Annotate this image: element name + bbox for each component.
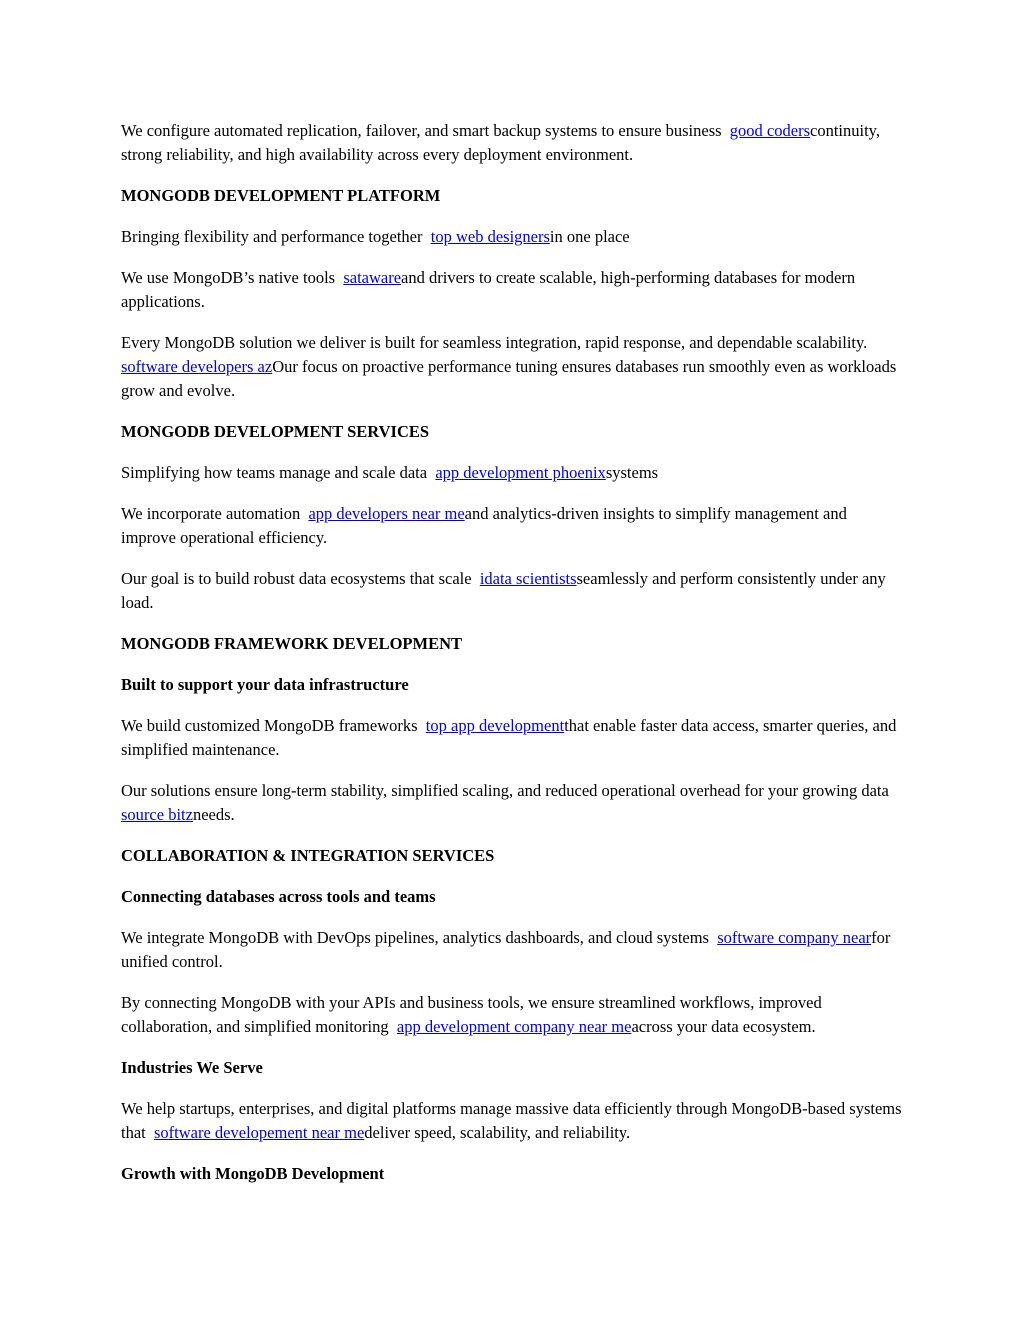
text-run: Bringing flexibility and performance together xyxy=(121,227,431,246)
text-run: We configure automated replication, failover, and smart backup systems to ensure business xyxy=(121,121,730,140)
section-heading: COLLABORATION & INTEGRATION SERVICES xyxy=(121,846,495,865)
text-run: Every MongoDB solution we deliver is built for seamless integration, rapid response, and dependable scalability. xyxy=(121,333,876,352)
text-run: By connecting MongoDB with your APIs and business tools, we ensure streamlined workflows, improved collaboration, and simplified monitoring xyxy=(121,993,826,1036)
paragraph xyxy=(121,714,904,762)
paragraph xyxy=(121,567,904,615)
text-run: Our focus on proactive performance tuning ensures databases run smoothly even as workloads grow and evolve. xyxy=(121,357,901,400)
inline-link[interactable]: software company near xyxy=(717,928,872,947)
section-heading: MONGODB DEVELOPMENT SERVICES xyxy=(121,422,430,441)
inline-link[interactable]: top app development xyxy=(425,716,565,735)
paragraph xyxy=(121,1097,904,1145)
text-run: Our goal is to build robust data ecosystems that scale xyxy=(121,569,480,588)
text-run: We help startups, enterprises, and digital platforms manage massive data efficiently through MongoDB-based systems that xyxy=(121,1099,906,1142)
inline-link[interactable]: idata scientists xyxy=(479,569,577,588)
text-run: We incorporate automation xyxy=(121,504,309,523)
text-run: deliver speed, scalability, and reliability. xyxy=(364,1123,631,1142)
sub-heading: Growth with MongoDB Development xyxy=(121,1164,385,1183)
inline-link[interactable]: top web designers xyxy=(430,227,550,246)
text-run: and analytics-driven insights to simplify management and improve operational efficiency. xyxy=(121,504,851,547)
paragraph xyxy=(121,225,904,249)
text-run: We use MongoDB’s native tools xyxy=(121,268,344,287)
inline-link[interactable]: software developers az xyxy=(121,357,273,376)
document-content xyxy=(121,119,904,1203)
inline-link[interactable]: app development phoenix xyxy=(435,463,606,482)
inline-link[interactable]: software developement near me xyxy=(154,1123,365,1142)
paragraph xyxy=(121,502,904,550)
text-run: Our solutions ensure long-term stability, simplified scaling, and reduced operational overhead for your growing data xyxy=(121,781,898,800)
text-run: needs. xyxy=(192,805,235,824)
paragraph xyxy=(121,331,904,403)
paragraph xyxy=(121,266,904,314)
text-run: We build customized MongoDB frameworks xyxy=(121,716,426,735)
paragraph xyxy=(121,926,904,974)
inline-link[interactable]: source bitz xyxy=(121,805,193,824)
text-run: across your data ecosystem. xyxy=(631,1017,816,1036)
text-run: seamlessly and perform consistently under any load. xyxy=(121,569,890,612)
text-run: that enable faster data access, smarter queries, and simplified maintenance. xyxy=(121,716,901,759)
paragraph xyxy=(121,991,904,1039)
inline-link[interactable]: app development company near me xyxy=(396,1017,632,1036)
section-heading: MONGODB FRAMEWORK DEVELOPMENT xyxy=(121,634,462,653)
inline-link[interactable]: app developers near me xyxy=(308,504,465,523)
text-run: and drivers to create scalable, high-performing databases for modern applications. xyxy=(121,268,860,311)
text-run: We integrate MongoDB with DevOps pipelines, analytics dashboards, and cloud systems xyxy=(121,928,718,947)
sub-heading: Industries We Serve xyxy=(121,1058,263,1077)
text-run: for unified control. xyxy=(121,928,895,971)
paragraph xyxy=(121,779,904,827)
text-run: systems xyxy=(605,463,659,482)
text-run: in one place xyxy=(549,227,630,246)
paragraph xyxy=(121,119,904,167)
text-run: Simplifying how teams manage and scale data xyxy=(121,463,436,482)
text-run: continuity, strong reliability, and high availability across every deployment environment. xyxy=(121,121,885,164)
sub-heading: Connecting databases across tools and teams xyxy=(121,887,436,906)
section-heading: MONGODB DEVELOPMENT PLATFORM xyxy=(121,186,441,205)
inline-link[interactable]: good coders xyxy=(729,121,810,140)
paragraph xyxy=(121,461,904,485)
sub-heading: Built to support your data infrastructure xyxy=(121,675,409,694)
inline-link[interactable]: sataware xyxy=(343,268,402,287)
